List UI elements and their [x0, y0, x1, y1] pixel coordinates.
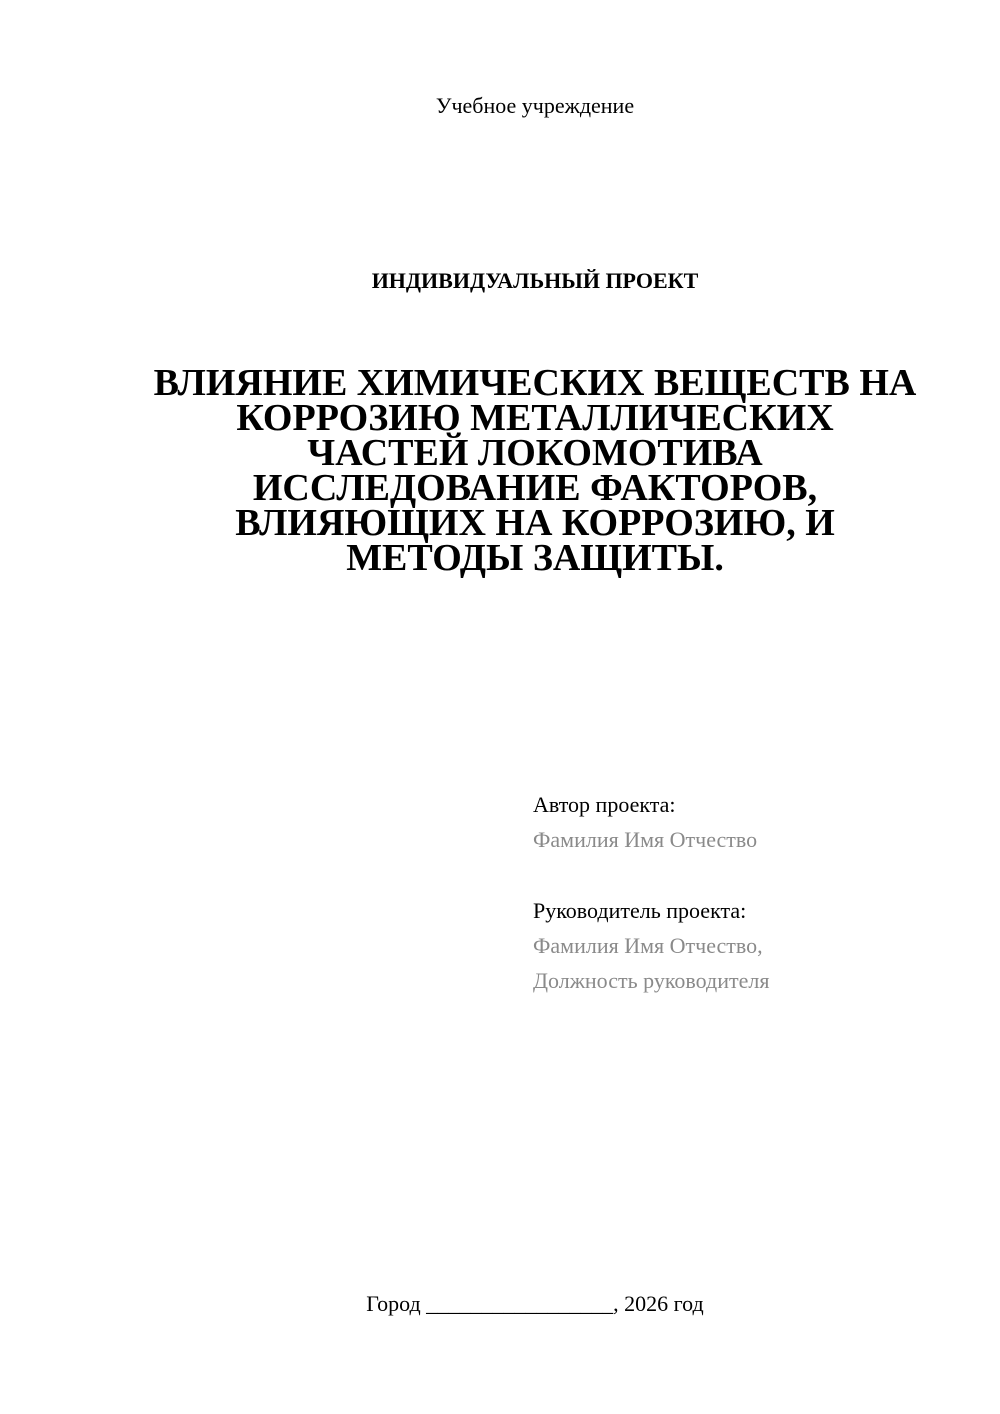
document-type: ИНДИВИДУАЛЬНЫЙ ПРОЕКТ	[371, 268, 699, 293]
title-line: ВЛИЯЮЩИХ НА КОРРОЗИЮ, И	[235, 502, 835, 544]
title-line: ИССЛЕДОВАНИЕ ФАКТОРОВ,	[252, 467, 818, 509]
supervisor-position: Должность руководителя	[533, 968, 770, 993]
title-line: МЕТОДЫ ЗАЩИТЫ.	[346, 537, 724, 579]
author-block	[533, 787, 973, 857]
supervisor-label: Руководитель проекта:	[533, 898, 747, 923]
author-name: Фамилия Имя Отчество	[533, 827, 758, 852]
supervisor-name: Фамилия Имя Отчество,	[533, 933, 763, 958]
author-label: Автор проекта:	[533, 792, 676, 817]
title-line: ЧАСТЕЙ ЛОКОМОТИВА	[307, 432, 763, 474]
city-year-line: Город _________________, 2026 год	[366, 1291, 704, 1316]
project-title	[140, 362, 930, 579]
supervisor-block	[533, 893, 973, 998]
institution-name: Учебное учреждение	[435, 93, 635, 118]
title-line: КОРРОЗИЮ МЕТАЛЛИЧЕСКИХ	[236, 397, 834, 439]
title-line: ВЛИЯНИЕ ХИМИЧЕСКИХ ВЕЩЕСТВ НА	[153, 362, 917, 404]
